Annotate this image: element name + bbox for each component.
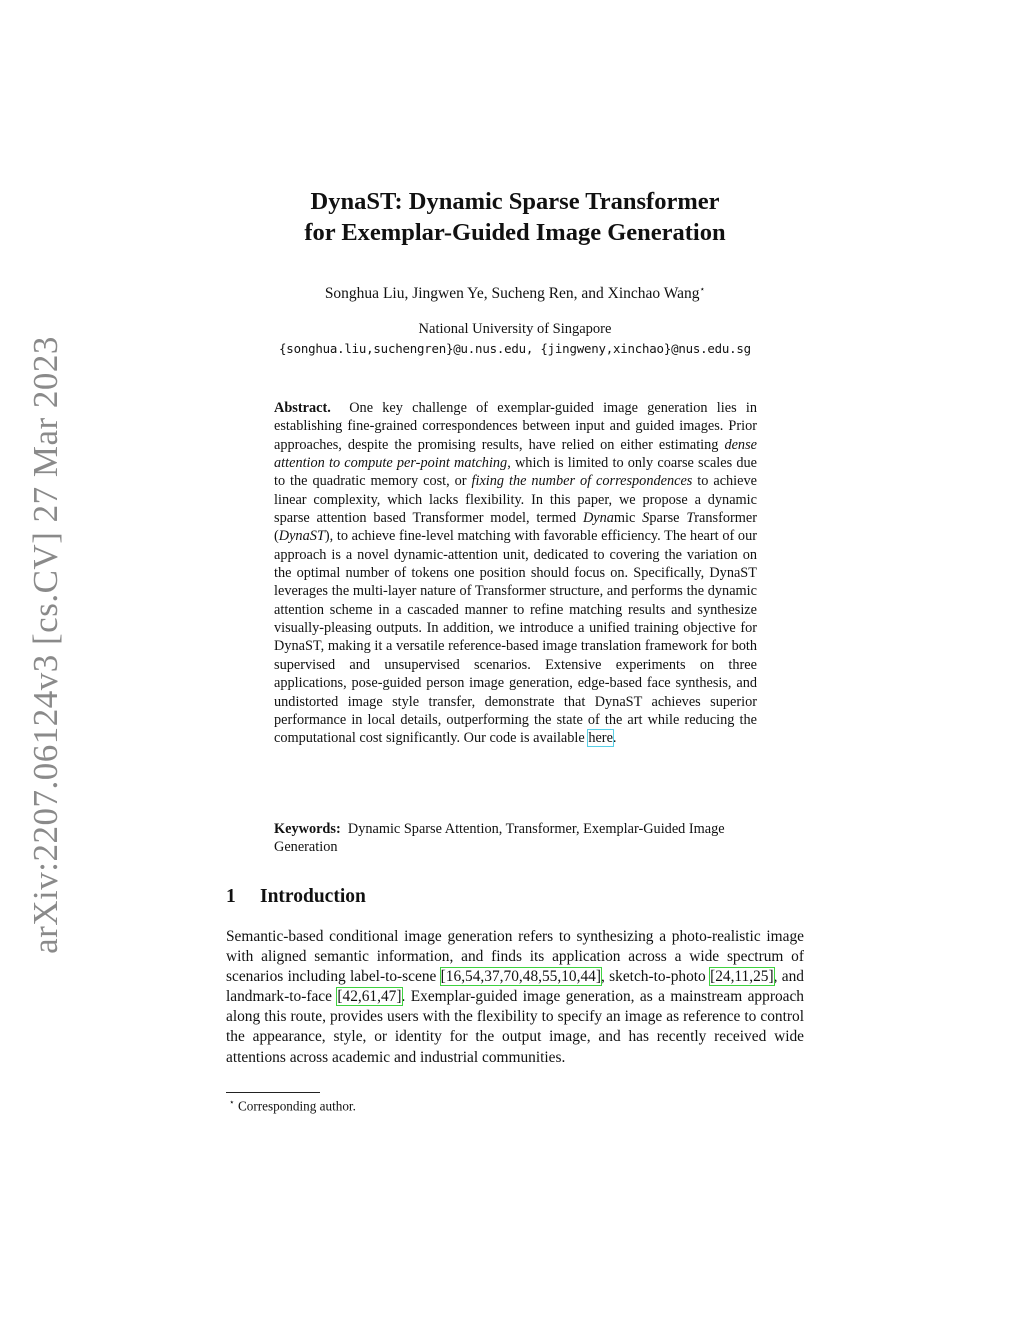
abstract-text-1: One key challenge of exemplar-guided image generation lies in establishing fine-grained correspondences between input and guided images. Prior approaches, despite the promising results, have relied on either estimating — [274, 400, 757, 453]
paper-title — [180, 186, 850, 248]
abstract-text-3: to achieve linear complexity, which lacks flexibility. In this paper, we propose a dynamic sparse attention based Transformer model, termed — [274, 473, 757, 527]
citation-link-2[interactable]: [24,11,25] — [710, 968, 774, 986]
abstract-emphasis-4: S — [642, 510, 650, 527]
intro-text-2: , sketch-to-photo — [600, 968, 711, 986]
abstract-text-5: parse — [649, 510, 687, 527]
arxiv-id-text: arXiv:2207.06124v3 [cs.CV] 27 Mar 2023 — [26, 336, 65, 954]
keywords-label: Keywords: — [274, 821, 341, 837]
abstract-emphasis-5: T — [686, 510, 695, 527]
authors-text: Songhua Liu, Jingwen Ye, Sucheng Ren, and Xinchao Wang — [324, 285, 700, 303]
footnote-text: Corresponding author. — [237, 1098, 356, 1114]
keywords — [274, 820, 757, 857]
author-emails: {songhua.liu,suchengren}@u.nus.edu, {jingweny,xinchao}@nus.edu.sg — [279, 341, 751, 356]
affiliation-block — [180, 319, 850, 359]
code-link[interactable]: here — [588, 730, 613, 747]
introduction-paragraph — [226, 927, 804, 1068]
title-line-1: DynaST: Dynamic Sparse Transformer — [310, 188, 720, 215]
keywords-text: Dynamic Sparse Attention, Transformer, Exemplar-Guided Image Generation — [274, 821, 725, 856]
abstract-text-2: , which is limited to only coarse scales due to the quadratic memory cost, or — [274, 455, 757, 490]
intro-text-4: . Exemplar-guided image generation, as a mainstream approach along this route, provides users with the flexibility to specify an image as reference to control the appearance, style, or identity for the output image, and has recently received wide attentions across academic and industrial communities. — [226, 988, 804, 1066]
footnote-rule — [226, 1092, 320, 1093]
abstract-text-8: . — [612, 730, 617, 747]
abstract-emphasis-1: dense attention to compute per-point matching — [274, 436, 757, 472]
abstract-label: Abstract. — [274, 400, 331, 416]
section-title: Introduction — [260, 886, 366, 907]
footnote-mark: ⋆ — [229, 1097, 235, 1107]
abstract — [274, 399, 757, 748]
abstract-text-6: ransformer ( — [274, 510, 757, 545]
intro-text-3: , and landmark-to-face — [226, 968, 804, 1006]
title-line-2: for Exemplar-Guided Image Generation — [304, 219, 726, 246]
corresponding-mark: ⋆ — [699, 284, 706, 294]
abstract-emphasis-2: fixing the number of correspondences — [471, 473, 693, 490]
arxiv-identifier — [26, 336, 66, 954]
abstract-text-7: ), to achieve fine-level matching with favorable efficiency. The heart of our approach is a novel dynamic-attention unit, dedicated to covering the variation on the optimal number of tokens one position should focus on. Specifically, DynaST leverages the multi-layer nature of Transformer structure, and performs the dynamic attention scheme in a cascaded manner to refine matching results and synthesize visually-pleasing outputs. In addition, we introduce a unified training objective for DynaST, making it a versatile reference-based image translation framework for both supervised and unsupervised scenarios. Extensive experiments on three applications, pose-guided person image generation, edge-based face synthesis, and undistorted image style transfer, demonstrate that DynaST achieves superior performance in local details, outperforming the state of the art while reducing the computational cost significantly. Our code is available — [274, 528, 757, 747]
abstract-emphasis-6: DynaST — [278, 528, 325, 545]
citation-link-1[interactable]: [16,54,37,70,48,55,10,44] — [440, 968, 601, 986]
section-number: 1 — [226, 886, 236, 907]
author-list — [180, 284, 850, 303]
abstract-emphasis-3: Dyna — [582, 510, 614, 527]
footnote — [229, 1097, 356, 1114]
citation-link-3[interactable]: [42,61,47] — [337, 988, 402, 1006]
intro-text-1: Semantic-based conditional image generation refers to synthesizing a photo-realistic image with aligned semantic information, and finds its application across a wide spectrum of scenarios including label-to-scene — [226, 928, 804, 986]
abstract-text-4: mic — [613, 510, 643, 527]
affiliation: National University of Singapore — [418, 321, 612, 337]
section-heading-introduction — [226, 886, 366, 908]
